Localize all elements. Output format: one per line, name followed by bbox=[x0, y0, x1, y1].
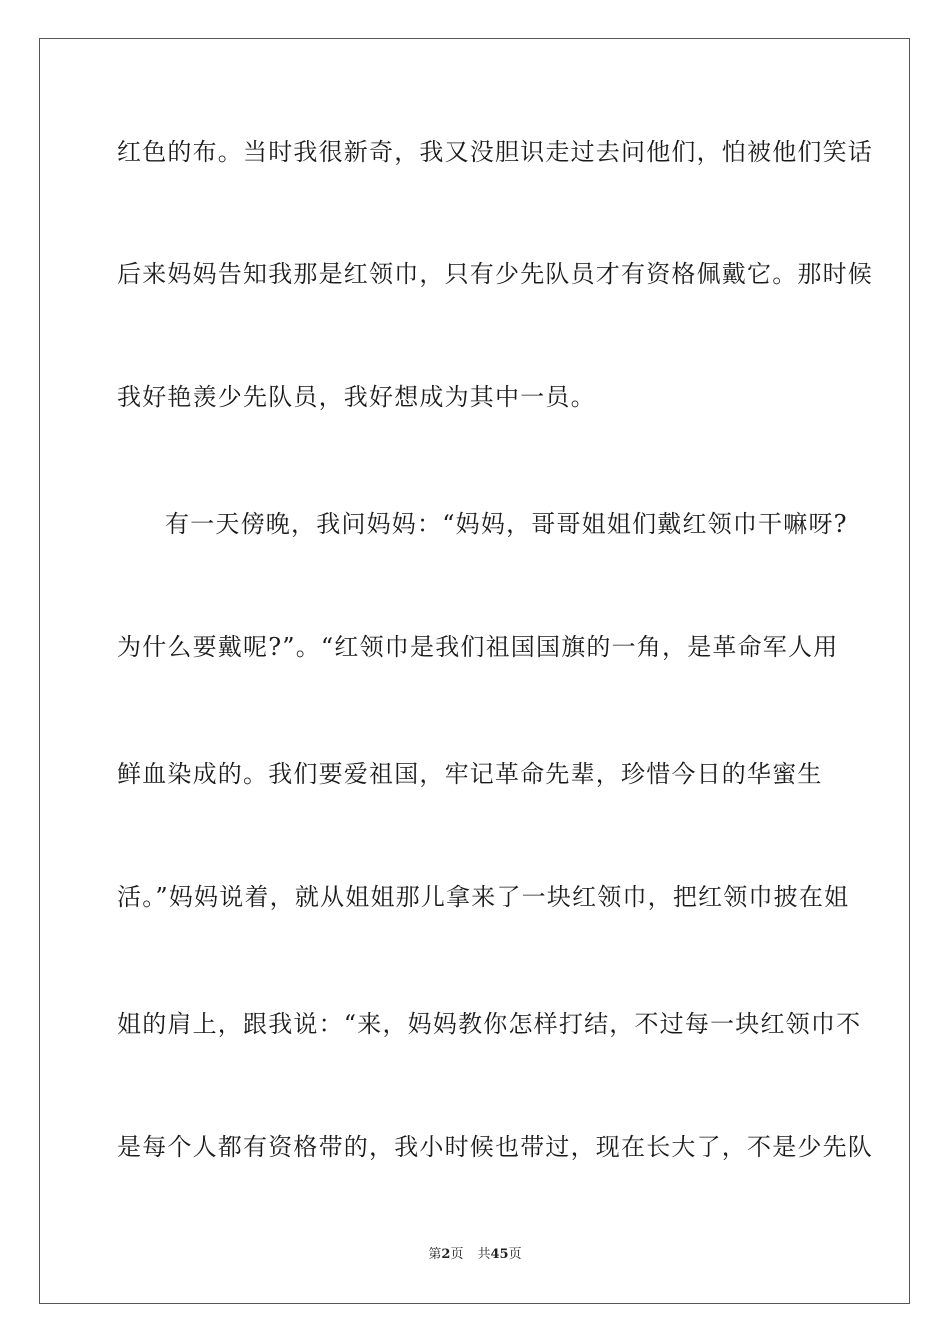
body-line-1: 红色的布。当时我很新奇，我又没胆识走过去问他们，怕被他们笑话 bbox=[117, 138, 873, 166]
body-line-8: 姐的肩上，跟我说：“来，妈妈教你怎样打结，不过每一块红领巾不 bbox=[117, 1010, 862, 1038]
page-number-total: 45 bbox=[490, 1247, 509, 1262]
body-line-6: 鲜血染成的。我们要爱祖国，牢记革命先辈，珍惜今日的华蜜生 bbox=[117, 760, 823, 788]
page-footer bbox=[0, 1246, 950, 1264]
body-line-3: 我好艳羡少先队员，我好想成为其中一员。 bbox=[117, 383, 596, 411]
page-border bbox=[39, 38, 910, 1304]
total-label-prefix: 共 bbox=[477, 1247, 491, 1262]
page-label-suffix: 页 bbox=[450, 1247, 464, 1262]
body-line-9: 是每个人都有资格带的，我小时候也带过，现在长大了，不是少先队 bbox=[117, 1133, 873, 1161]
body-line-5: 为什么要戴呢?”。“红领巾是我们祖国国旗的一角，是革命军人用 bbox=[117, 633, 839, 661]
body-line-2: 后来妈妈告知我那是红领巾，只有少先队员才有资格佩戴它。那时候 bbox=[117, 260, 873, 288]
body-line-4-paragraph-start: 有一天傍晚，我问妈妈：“妈妈，哥哥姐姐们戴红领巾干嘛呀? bbox=[165, 510, 848, 538]
page-number-current: 2 bbox=[441, 1247, 451, 1262]
page-label-prefix: 第 bbox=[428, 1247, 442, 1262]
body-line-7: 活。”妈妈说着，就从姐姐那儿拿来了一块红领巾，把红领巾披在姐 bbox=[117, 883, 850, 911]
total-label-suffix: 页 bbox=[508, 1247, 522, 1262]
